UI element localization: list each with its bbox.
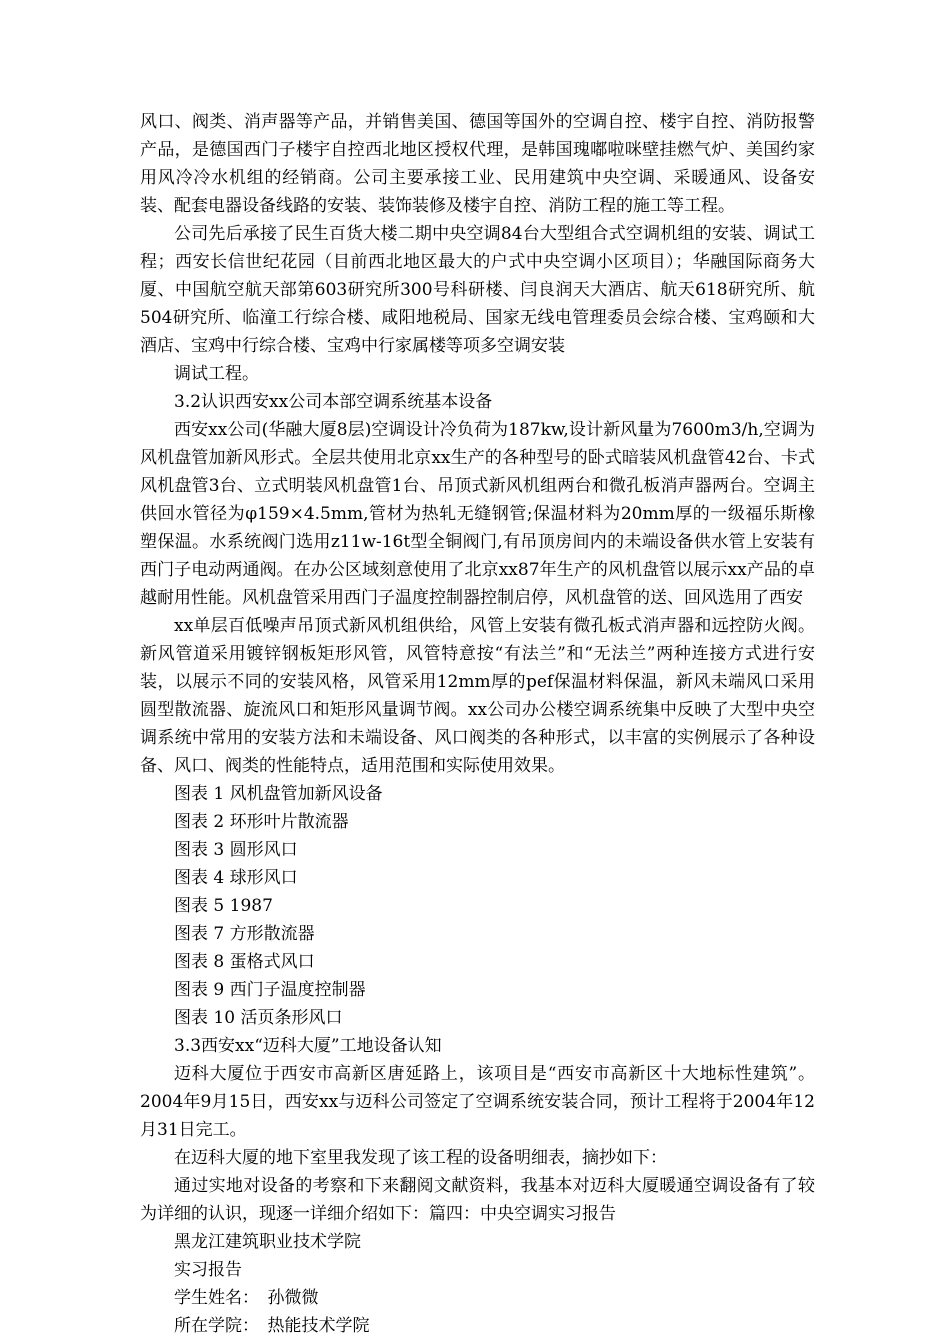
line-school-name: 黑龙江建筑职业技术学院 [174,1232,361,1252]
figure-caption-4: 图表 4 球形风口 [174,868,298,888]
figure-caption-3: 图表 3 圆形风口 [174,840,298,860]
paragraph-projects-continued: 调试工程。 [174,364,259,384]
figure-caption-1: 图表 1 风机盘管加新风设备 [174,784,383,804]
line-report-title: 实习报告 [174,1260,242,1280]
document-body [140,108,815,1340]
paragraph-hq-equipment-continued: xx单层百低噪声吊顶式新风机组供给，风管上安装有微孔板式消声器和远控防火阀。新风管道采用镀锌钢板矩形风管，风管特意按“有法兰”和“无法兰”两种连接方式进行安装，以展示不同的安装风格，风管采用12mm厚的pef保温材料保温，新风未端风口采用圆型散流器、旋流风口和矩形风量调节阀。xx公司办公楼空调系统集中反映了大型中央空调系统中常用的安装方法和未端设备、风口阀类的各种形式，以丰富的实例展示了各种设备、风口、阀类的性能特点，适用范围和实际使用效果。 [140,616,815,776]
paragraph-projects: 公司先后承接了民生百货大楼二期中央空调84台大型组合式空调机组的安装、调试工程；西安长信世纪花园（目前西北地区最大的户式中央空调小区项目）；华融国际商务大厦、中国航空航天部第603研究所300号科研楼、闫良润天大酒店、航天618研究所、航504研究所、临潼工行综合楼、咸阳地税局、国家无线电管理委员会综合楼、宝鸡颐和大酒店、宝鸡中行综合楼、宝鸡中行家属楼等项多空调安装 [140,224,815,356]
figure-caption-2: 图表 2 环形叶片散流器 [174,812,349,832]
paragraph-maike-summary: 通过实地对设备的考察和下来翻阅文献资料，我基本对迈科大厦暖通空调设备有了较为详细的认识，现逐一详细介绍如下：篇四：中央空调实习报告 [140,1176,815,1224]
figure-caption-7: 图表 7 方形散流器 [174,924,315,944]
paragraph-continuation: 风口、阀类、消声器等产品，并销售美国、德国等国外的空调自控、楼宇自控、消防报警产品，是德国西门子楼宇自控西北地区授权代理，是韩国瑰嘟啦咪壁挂燃气炉、美国约家用风冷冷水机组的经销商。公司主要承接工业、民用建筑中央空调、采暖通风、设备安装、配套电器设备线路的安装、装饰装修及楼宇自控、消防工程的施工等工程。 [140,112,815,216]
figure-caption-10: 图表 10 活页条形风口 [174,1008,343,1028]
paragraph-maike-intro: 迈科大厦位于西安市高新区唐延路上，该项目是“西安市高新区十大地标性建筑”。2004年9月15日，西安xx与迈科公司签定了空调系统安装合同，预计工程将于2004年12月31日完工。 [140,1064,815,1140]
section-heading-3-3: 3.3西安xx“迈科大厦”工地设备认知 [174,1036,442,1056]
paragraph-maike-basement: 在迈科大厦的地下室里我发现了该工程的设备明细表，摘抄如下： [174,1148,667,1168]
figure-caption-5: 图表 5 1987 [174,896,273,916]
figure-caption-8: 图表 8 蛋格式风口 [174,952,315,972]
section-heading-3-2: 3.2认识西安xx公司本部空调系统基本设备 [174,392,493,412]
line-student-name: 学生姓名： 孙微微 [174,1288,319,1308]
figure-caption-9: 图表 9 西门子温度控制器 [174,980,366,1000]
paragraph-hq-equipment: 西安xx公司(华融大厦8层)空调设计冷负荷为187kw,设计新风量为7600m3/h,空调为风机盘管加新风形式。全层共使用北京xx生产的各种型号的卧式暗装风机盘管42台、卡式风机盘管3台、立式明装风机盘管1台、吊顶式新风机组两台和微孔板消声器两台。空调主供回水管径为φ159×4.5mm,管材为热轧无缝钢管;保温材料为20mm厚的一级福乐斯橡塑保温。水系统阀门选用z11w-16t型全铜阀门,有吊顶房间内的未端设备供水管上安装有西门子电动两通阀。在办公区域刻意使用了北京xx87年生产的风机盘管以展示xx产品的卓越耐用性能。风机盘管采用西门子温度控制器控制启停，风机盘管的送、回风选用了西安 [140,420,815,608]
line-college-name: 所在学院： 热能技术学院 [174,1316,370,1336]
